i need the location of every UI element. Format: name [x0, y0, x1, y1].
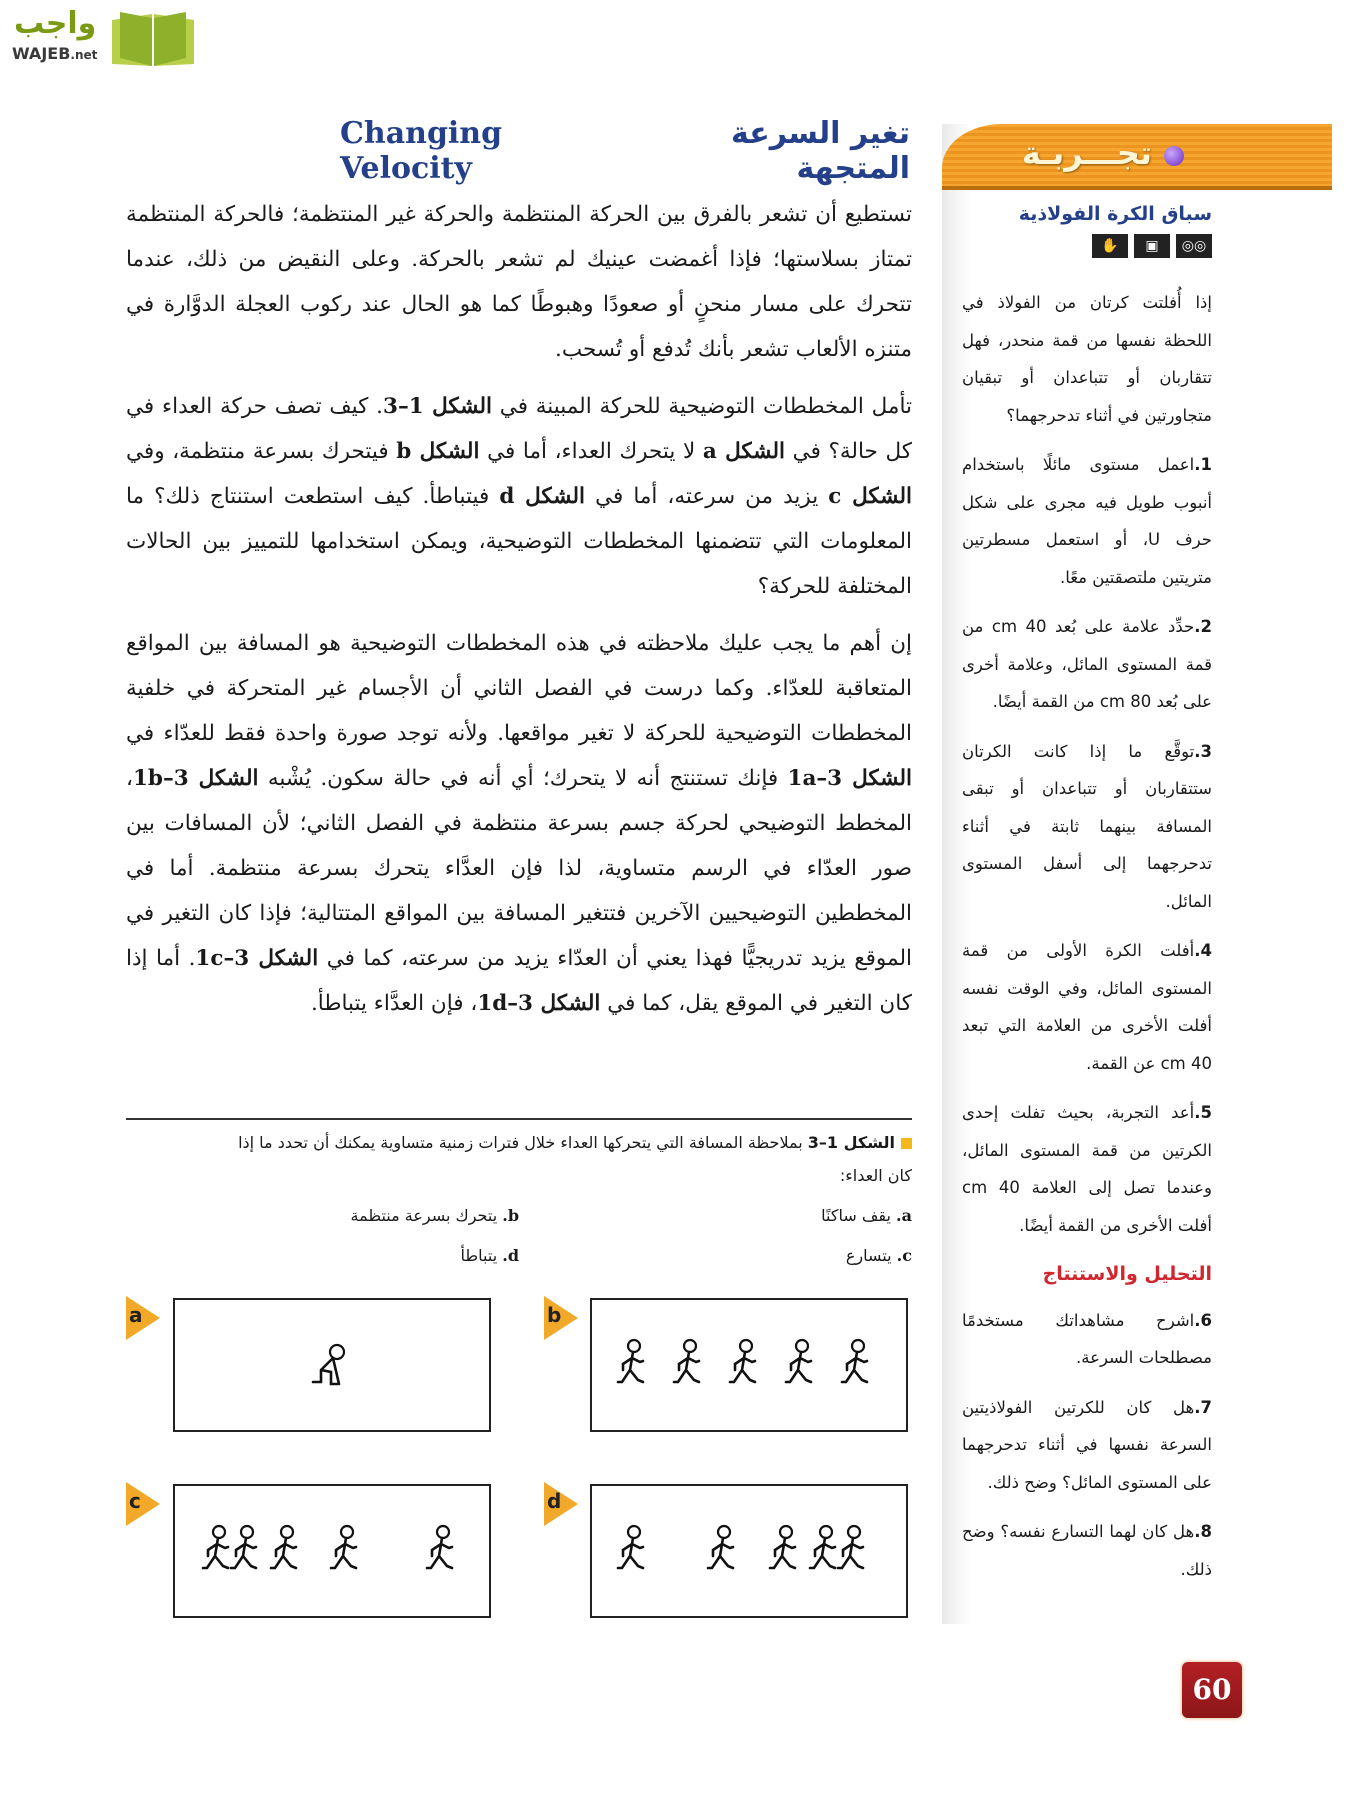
experiment-title: سباق الكرة الفولاذية [1018, 203, 1212, 225]
runner-icon [764, 1524, 804, 1580]
step-2: 2.حدِّد علامة على بُعد 40 cm من قمة المستوى المائل، وعلامة أخرى على بُعد 80 cm من القمة أيضًا. [962, 617, 1212, 711]
figure-tag-d: d [544, 1482, 578, 1526]
caption-option-a: a. يقف ساكنًا [821, 1206, 912, 1225]
caption-square-icon [901, 1138, 912, 1149]
body-text [126, 192, 912, 1038]
logo-arabic: واجب [14, 6, 97, 41]
goggles-icon: ◎◎ [1176, 234, 1212, 258]
section-title [340, 116, 910, 186]
runner-icon [836, 1338, 876, 1394]
figure-c-accelerating [173, 1484, 491, 1618]
analysis-title: التحليل والاستنتاج [1042, 1263, 1212, 1285]
purple-bullet-icon [1164, 146, 1184, 166]
runner-icon [724, 1338, 764, 1394]
question-6: 6.اشرح مشاهداتك مستخدمًا مصطلحات السرعة. [962, 1310, 1212, 1367]
runner-icon [612, 1524, 652, 1580]
wajeb-logo [8, 6, 188, 66]
title-arabic: تغير السرعة المتجهة [731, 116, 910, 186]
caption-option-b: b. يتحرك بسرعة منتظمة [350, 1206, 519, 1225]
runner-icon [265, 1524, 305, 1580]
caption-option-d: d. يتباطأ [460, 1246, 519, 1265]
figure-a-at-rest [173, 1298, 491, 1432]
caption-label: الشكل 1–3 [807, 1133, 895, 1152]
caption-option-c: c. يتسارع [845, 1246, 912, 1265]
paragraph-2: تأمل المخططات التوضيحية للحركة المبينة في الشكل 1–3. كيف تصف حركة العداء في كل حالة؟ في الشكل a لا يتحرك العداء، أما في الشكل b فيتحرك بسرعة منتظمة، وفي الشكل c يزيد من سرعته، أما في الشكل d فيتباطأ. كيف استطعت استنتاج ذلك؟ ما المعلومات التي تتضمنها المخططات التوضيحية، ويمكن استخدامها للتمييز بين الحالات المختلفة للحركة؟ [126, 394, 912, 599]
runner-icon [668, 1338, 708, 1394]
figure-b-constant-speed [590, 1298, 908, 1432]
safety-icons [962, 234, 1212, 258]
book-icon [108, 8, 198, 68]
title-english: Changing Velocity [340, 116, 503, 186]
hand-wash-icon: ✋ [1092, 234, 1128, 258]
logo-english: WAJEB.net [12, 44, 98, 63]
runner-icon [421, 1524, 461, 1580]
crouching-runner-icon [307, 1338, 347, 1394]
sidebar-header [942, 124, 1332, 190]
figure-caption [126, 1118, 912, 1276]
runner-icon [780, 1338, 820, 1394]
figure-d-decelerating [590, 1484, 908, 1618]
runner-icon [832, 1524, 872, 1580]
step-4: 4.أفلت الكرة الأولى من قمة المستوى المائل، وفي الوقت نفسه أفلت الأخرى من العلامة التي تبعد 40 cm عن القمة. [962, 941, 1212, 1073]
figure-tag-b: b [544, 1296, 578, 1340]
apron-icon: ▣ [1134, 234, 1170, 258]
runner-icon [702, 1524, 742, 1580]
step-1: 1.اعمل مستوى مائلًا باستخدام أنبوب طويل فيه مجرى على شكل حرف U، أو استعمل مسطرتين متريتين ملتصقتين معًا. [962, 455, 1212, 587]
paragraph-3: إن أهم ما يجب عليك ملاحظته في هذه المخططات التوضيحية هو المسافة بين المواقع المتعاقبة للعدّاء. وكما درست في الفصل الثاني أن الأجسام غير المتحركة في خلفية المخططات التوضيحية للحركة لا تغير مواقعها. ولأنه توجد صورة واحدة فقط للعدّاء في الشكل 1a–3 فإنك تستنتج أنه لا يتحرك؛ أي أنه في حالة سكون. يُشْبه الشكل 1b–3، المخطط التوضيحي لحركة جسم بسرعة منتظمة في الفصل الثاني؛ لأن المسافات بين صور العدّاء في الرسم متساوية، لذا فإن العدَّاء يتحرك بسرعة منتظمة. أما في المخططين التوضيحيين الآخرين فتتغير المسافة بين المواقع المتتالية؛ فإذا كان التغير في الموقع يزيد تدريجيًّا فهذا يعني أن العدّاء يزيد من سرعته، كما في الشكل 1c–3. أما إذا كان التغير في الموقع يقل، كما في الشكل 1d–3، فإن العدَّاء يتباطأ. [126, 631, 912, 1016]
runner-icon [325, 1524, 365, 1580]
step-3: 3.توقَّع ما إذا كانت الكرتان ستتقاربان أو تتباعدان أو تبقى المسافة بينهما ثابتة في أثناء تدحرجهما إلى أسفل المستوى المائل. [962, 741, 1212, 911]
caption-options [126, 1196, 912, 1276]
figure-tag-c: c [126, 1482, 160, 1526]
caption-text: بملاحظة المسافة التي يتحركها العداء خلال فترات زمنية متساوية يمكنك أن تحدد ما إذا [238, 1133, 808, 1152]
runner-icon [225, 1524, 265, 1580]
sidebar-header-label: تجـــربـة [1021, 134, 1152, 172]
experiment-intro: إذا أُفلتت كرتان من الفولاذ في اللحظة نفسها من قمة منحدر، فهل تتقاربان أو تتباعدان أو تبقيان متجاورتين في أثناء تدحرجهما؟ [962, 293, 1212, 425]
question-8: 8.هل كان لهما التسارع نفسه؟ وضح ذلك. [962, 1522, 1212, 1579]
paragraph-1: تستطيع أن تشعر بالفرق بين الحركة المنتظمة والحركة غير المنتظمة؛ فالحركة المنتظمة تمتاز بسلاستها؛ فإذا أغمضت عينيك لم تشعر بالحركة. وعلى النقيض من ذلك، عندما تتحرك على مسار منحنٍ أو صعودًا وهبوطًا كما هو الحال عند ركوب العجلة الدوَّارة في متنزه الألعاب تشعر بأنك تُدفع أو تُسحب. [126, 202, 912, 362]
figure-tag-a: a [126, 1296, 160, 1340]
question-7: 7.هل كان للكرتين الفولاذيتين السرعة نفسها في أثناء تدحرجهما على المستوى المائل؟ وضح ذلك. [962, 1397, 1212, 1492]
page-number: 60 [1182, 1662, 1242, 1718]
runner-icon [612, 1338, 652, 1394]
caption-sub: كان العداء: [839, 1166, 912, 1185]
sidebar-content [962, 200, 1212, 1600]
step-5: 5.أعد التجربة، بحيث تفلت إحدى الكرتين من قمة المستوى المائل، وعندما تصل إلى العلامة 40 cm أفلت الأخرى من القمة أيضًا. [962, 1103, 1212, 1235]
